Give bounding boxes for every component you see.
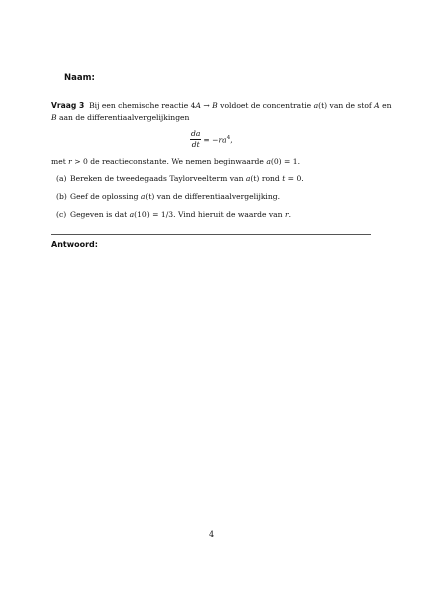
question-text: Bij een chemische reactie 4 bbox=[89, 101, 196, 110]
question-var: B bbox=[212, 101, 218, 110]
question-text: van de stof bbox=[327, 101, 375, 110]
question-text: voldoet de concentratie bbox=[217, 101, 314, 110]
fraction-numerator: da bbox=[191, 129, 201, 138]
condition-text: > 0 de reactieconstante. We nemen beginwaarde bbox=[71, 157, 267, 166]
subquestion-label: (b) bbox=[56, 192, 67, 201]
question-var: A bbox=[195, 101, 201, 110]
condition-var: a bbox=[266, 157, 271, 166]
question-var: A bbox=[374, 101, 380, 110]
subquestion-var: r bbox=[285, 210, 289, 219]
question-var: B bbox=[51, 113, 57, 122]
subquestion-text: Gegeven is dat bbox=[70, 210, 130, 219]
question-arrow: → bbox=[200, 101, 213, 110]
subquestion-var: t bbox=[282, 174, 286, 183]
question-text: en bbox=[379, 101, 392, 110]
subquestion-text: (t) rond bbox=[250, 174, 283, 183]
subquestion-label: (c) bbox=[56, 210, 67, 219]
page-number: 4 bbox=[208, 530, 215, 539]
equation-exponent: 4 bbox=[226, 134, 231, 141]
question-line-1 bbox=[51, 102, 391, 110]
condition-line bbox=[51, 157, 300, 166]
equation-var: ra bbox=[218, 135, 227, 145]
condition-var: r bbox=[68, 157, 72, 166]
subquestion-var: a bbox=[129, 210, 135, 219]
answer-label: Antwoord: bbox=[51, 240, 98, 249]
question-text: aan de differentiaalvergelijkingen bbox=[56, 113, 190, 122]
equation-equals: = − bbox=[203, 135, 219, 145]
question-title: Vraag 3 bbox=[51, 101, 85, 110]
subquestion-b bbox=[56, 192, 280, 201]
question-line-2 bbox=[51, 114, 189, 122]
naam-label: Naam: bbox=[64, 73, 95, 83]
fraction-denominator: dt bbox=[191, 139, 200, 149]
equation-rhs bbox=[203, 135, 232, 145]
subquestion-label: (a) bbox=[56, 174, 67, 183]
horizontal-divider bbox=[51, 234, 371, 235]
subquestion-var: a bbox=[140, 192, 146, 201]
subquestion-text: = 0. bbox=[285, 174, 304, 183]
subquestion-text: Geef de oplossing bbox=[70, 192, 141, 201]
subquestion-a bbox=[56, 174, 304, 183]
derivative-fraction bbox=[190, 130, 201, 149]
equation-comma: , bbox=[230, 135, 233, 145]
subquestion-text: (10) = 1/3. Vind hieruit de waarde van bbox=[134, 210, 285, 219]
subquestion-var: a bbox=[245, 174, 251, 183]
condition-text: (0) = 1. bbox=[270, 157, 301, 166]
question-var: a bbox=[313, 101, 319, 110]
subquestion-text: . bbox=[288, 210, 292, 219]
subquestion-text: (t) van de differentiaalvergelijking. bbox=[145, 192, 281, 201]
condition-text: met bbox=[51, 157, 69, 166]
subquestion-text: Bereken de tweedegaads Taylorveelterm van bbox=[70, 174, 246, 183]
question-text: (t) bbox=[318, 101, 328, 110]
subquestion-c bbox=[56, 210, 291, 219]
differential-equation bbox=[190, 130, 233, 149]
